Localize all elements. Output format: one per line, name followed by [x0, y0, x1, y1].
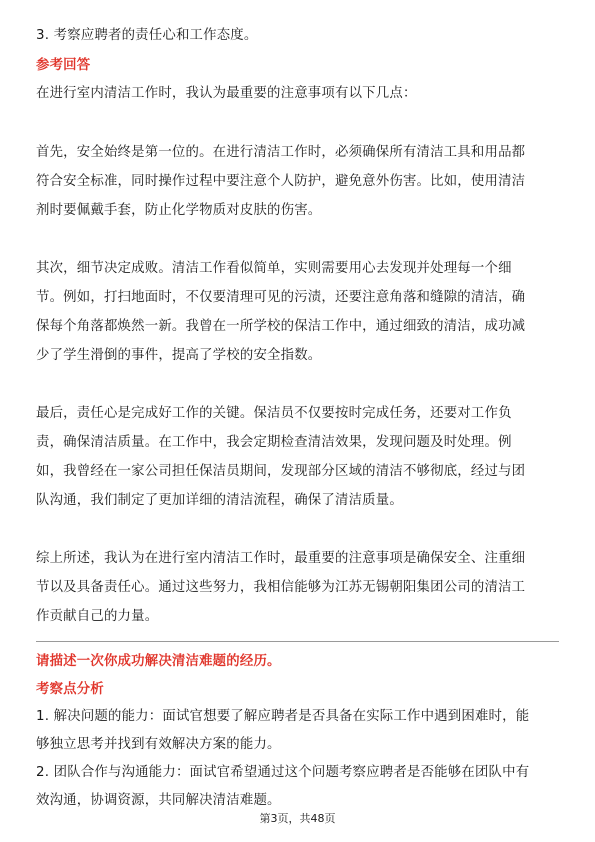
paragraph-safety-line-1: 首先，安全始终是第一位的。在进行清洁工作时，必须确保所有清洁工具和用品都	[36, 145, 526, 160]
interview-question: 请描述一次你成功解决清洁难题的经历。	[36, 654, 281, 669]
paragraph-detail-line-4: 少了学生滑倒的事件，提高了学校的安全指数。	[36, 348, 322, 363]
analysis-item-2-line-2: 效沟通，协调资源，共同解决清洁难题。	[36, 793, 281, 808]
answer-heading: 参考回答	[36, 58, 91, 73]
analysis-heading: 考察点分析	[36, 682, 104, 697]
paragraph-responsibility-line-3: 如，我曾经在一家公司担任保洁员期间，发现部分区域的清洁不够彻底，经过与团	[36, 464, 526, 479]
paragraph-summary-line-2: 节以及具备责任心。通过这些努力，我相信能够为江苏无锡朝阳集团公司的清洁工	[36, 580, 526, 595]
answer-intro: 在进行室内清洁工作时，我认为最重要的注意事项有以下几点：	[36, 86, 417, 101]
paragraph-responsibility-line-2: 责，确保清洁质量。在工作中，我会定期检查清洁效果，发现问题及时处理。例	[36, 435, 512, 450]
paragraph-summary-line-1: 综上所述，我认为在进行室内清洁工作时，最重要的注意事项是确保安全、注重细	[36, 551, 526, 566]
section-item-3: 3. 考察应聘者的责任心和工作态度。	[36, 28, 258, 43]
paragraph-responsibility-line-1: 最后，责任心是完成好工作的关键。保洁员不仅要按时完成任务，还要对工作负	[36, 406, 512, 421]
paragraph-detail-line-1: 其次，细节决定成败。清洁工作看似简单，实则需要用心去发现并处理每一个细	[36, 261, 512, 276]
analysis-item-1-line-2: 够独立思考并找到有效解决方案的能力。	[36, 737, 281, 752]
paragraph-safety-line-2: 符合安全标准，同时操作过程中要注意个人防护，避免意外伤害。比如，使用清洁	[36, 174, 526, 189]
paragraph-responsibility-line-4: 队沟通，我们制定了更加详细的清洁流程，确保了清洁质量。	[36, 493, 403, 508]
analysis-item-2-line-1: 2. 团队合作与沟通能力：面试官希望通过这个问题考察应聘者是否能够在团队中有	[36, 765, 530, 780]
page-number: 第3页，共48页	[259, 812, 336, 825]
paragraph-summary-line-3: 作贡献自己的力量。	[36, 609, 159, 624]
paragraph-detail-line-3: 保每个角落都焕然一新。我曾在一所学校的保洁工作中，通过细致的清洁，成功减	[36, 319, 526, 334]
section-divider	[36, 641, 559, 642]
analysis-item-1-line-1: 1. 解决问题的能力：面试官想要了解应聘者是否具备在实际工作中遇到困难时，能	[36, 709, 530, 724]
paragraph-detail-line-2: 节。例如，打扫地面时，不仅要清理可见的污渍，还要注意角落和缝隙的清洁，确	[36, 290, 526, 305]
paragraph-safety-line-3: 剂时要佩戴手套，防止化学物质对皮肤的伤害。	[36, 203, 322, 218]
